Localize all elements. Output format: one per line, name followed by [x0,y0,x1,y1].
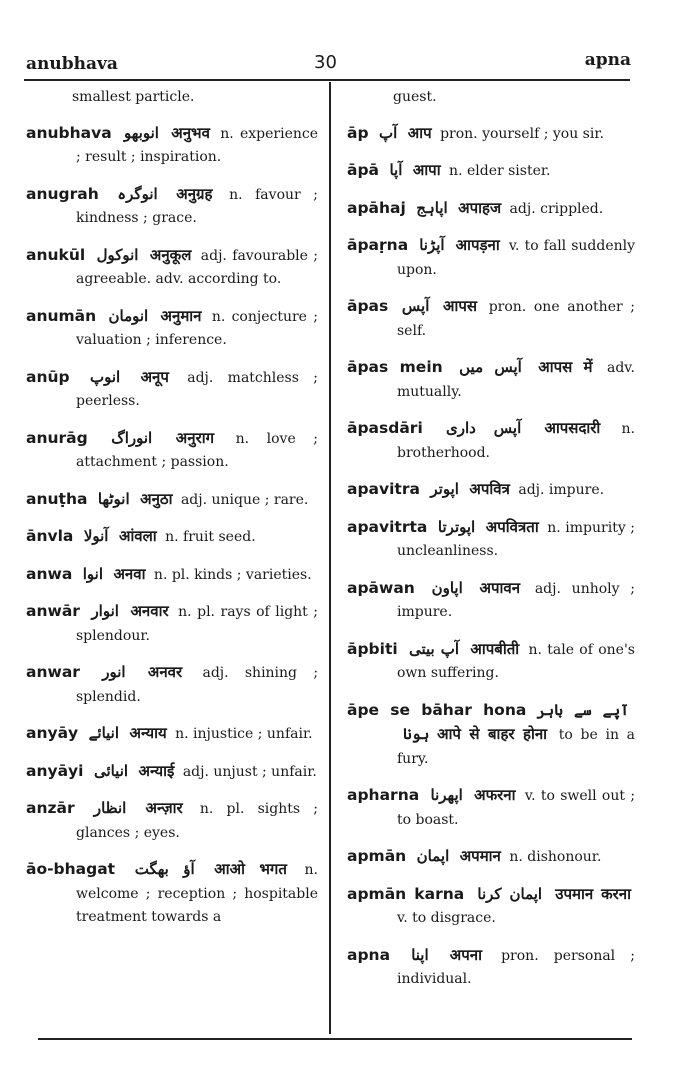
urdu-form: انوٹھا [97,489,130,508]
headword: anuṭha [26,489,88,508]
hindi-form: अनुभव [171,123,210,142]
dictionary-entry [26,722,318,747]
headword: āpas mein [347,358,443,376]
hindi-form: आपड़ना [455,236,500,254]
hindi-form: आंवला [118,527,157,545]
definition: adj. matchless ; peerless. [76,369,318,409]
headword: āpe se bāhar hona [347,700,527,719]
hindi-form: आप [407,123,432,142]
definition: n. impurity ; uncleanliness. [397,519,635,559]
definition: pron. yourself ; you sir. [440,125,604,142]
dictionary-entry [26,183,318,231]
dictionary-entry [26,366,318,414]
dictionary-entry [26,305,318,353]
definition: v. to swell out ; to boast. [397,788,636,828]
headword: apharna [347,786,420,804]
urdu-form: اپوتر [430,480,459,498]
dictionary-entry [347,122,635,147]
hindi-form: आपे से बाहर होना [437,725,548,743]
dictionary-entry [347,699,635,772]
headword: anyāy [26,724,79,742]
urdu-form: آپس داری [445,419,522,437]
definition: adj. unholy ; impure. [397,580,636,620]
headword: āpaṛna [347,236,409,254]
urdu-form: آپس [401,297,430,315]
dictionary-entry [26,661,318,709]
hindi-form: अनवा [113,564,146,583]
hindi-form: अनुराग [175,428,215,447]
urdu-form: انوراگ [111,428,153,447]
urdu-form: انوار [91,602,119,620]
hindi-form: अनवार [130,602,169,620]
headword: apmān [347,847,407,865]
urdu-form: اپوترتا [437,517,476,536]
urdu-form: انور [102,663,126,681]
headword: anumān [26,306,97,325]
urdu-form: آپے سے باہر ہونا [403,700,630,743]
definition: n. dishonour. [509,849,602,865]
headword: apāwan [347,578,415,597]
definition: n. welcome ; reception ; hospitable treatment towards a [76,862,318,925]
headword: apāhaj [347,198,406,217]
urdu-form: انوا [82,564,103,583]
continuation-text: guest. [393,89,437,105]
dictionary-entry [26,488,318,513]
urdu-form: آنولا [83,527,109,545]
dictionary-entry [26,122,318,170]
urdu-form: انیائے [88,724,120,742]
definition: n. conjecture ; valuation ; inference. [76,308,318,348]
dictionary-entry [347,944,635,992]
hindi-form: अनुग्रह [176,184,213,203]
headword: apna [347,945,391,964]
dictionary-entry [347,478,635,503]
continuation-text: smallest particle. [72,89,195,105]
dictionary-entry [347,159,635,184]
urdu-form: انظار [93,799,127,817]
dictionary-entry [347,577,635,625]
headword: anwar [26,663,80,681]
urdu-form: اپھرنا [430,786,463,804]
page-number: 30 [314,52,337,73]
definition: n. injustice ; unfair. [175,726,313,742]
hindi-form: आपसदारी [544,419,601,437]
dictionary-entry [26,525,318,550]
dictionary-entry [26,563,318,588]
hindi-form: आपबीती [470,639,520,658]
hindi-form: अन्याय [129,724,167,742]
dictionary-entry [347,234,635,282]
definition: adj. unique ; rare. [180,491,309,508]
footer-rule [38,1038,632,1040]
definition: n. fruit seed. [165,529,256,545]
definition: adv. mutually. [397,360,635,400]
definition: v. to fall suddenly upon. [397,238,636,278]
definition: adj. favourable ; agreeable. adv. according to. [76,247,319,287]
dictionary-entry [347,295,635,343]
dictionary-entry [347,883,635,931]
headword: anwār [26,602,80,620]
hindi-form: अपावन [479,578,521,597]
urdu-form: انوکول [96,245,139,264]
hindi-form: अनूप [140,367,169,386]
column-divider [329,82,331,1034]
headword: āpā [347,161,380,179]
definition: n. brotherhood. [397,421,635,461]
dictionary-entry [26,760,318,785]
dictionary-entry [347,516,635,564]
urdu-form: اپاہج [416,198,448,217]
urdu-form: آؤ بھگت [134,860,195,878]
definition: n. experience ; result ; inspiration. [76,125,319,165]
headword: anukūl [26,245,86,264]
definition: n. pl. rays of light ; splendour. [76,604,319,644]
urdu-form: انوبھو [124,123,159,142]
headword: āpbiti [347,639,398,658]
dictionary-entry [347,197,635,222]
dictionary-entry [26,244,318,292]
hindi-form: अनुकूल [149,245,192,264]
headword: anwa [26,564,73,583]
hindi-form: अनवर [147,663,183,681]
headword: āp [347,123,369,142]
urdu-form: اپاون [431,578,463,597]
headword: āpas [347,297,389,315]
urdu-form: آپڑنا [419,236,445,254]
definition: adj. shining ; splendid. [76,665,319,705]
headword: anurāg [26,428,88,447]
dictionary-entry [347,845,635,870]
hindi-form: अफरना [474,786,516,804]
hindi-form: आपस में [538,358,593,376]
headword: āo-bhagat [26,860,116,878]
headword: anubhava [26,123,112,142]
urdu-form: آپ بیتی [409,639,460,658]
definition: v. to disgrace. [397,910,496,926]
dictionary-entry [347,356,635,404]
definition: n. favour ; kindness ; grace. [76,186,319,226]
urdu-form: آپا [389,161,403,179]
hindi-form: अपवित्रता [485,517,539,536]
running-head-right: apna [584,50,631,70]
headword: anzār [26,799,75,817]
dictionary-entry [26,600,318,648]
urdu-form: اپنا [411,945,429,964]
hindi-form: आपा [412,161,441,179]
hindi-form: अन्ज़ार [145,799,183,817]
definition: to be in a fury. [397,727,636,767]
hindi-form: अपाहज [458,198,502,217]
headword: ānvla [26,527,74,545]
hindi-form: अपमान [459,847,501,865]
definition: n. elder sister. [449,163,551,179]
headword: anūp [26,367,70,386]
urdu-form: انومان [108,306,149,325]
hindi-form: अनुठा [140,489,173,508]
definition: adj. unjust ; unfair. [182,763,317,780]
urdu-form: انیائی [93,761,129,780]
definition: n. tale of one's own suffering. [397,641,635,681]
definition: n. pl. kinds ; varieties. [153,566,312,583]
headword: apavitrta [347,517,428,536]
hindi-form: आओ भगत [214,860,287,878]
hindi-form: अपना [449,945,482,964]
right-column [347,86,635,1005]
urdu-form: آپ [379,123,398,142]
definition: n. love ; attachment ; passion. [76,430,319,470]
hindi-form: अन्याई [138,761,175,780]
running-head-left: anubhava [26,54,118,74]
dictionary-entry [347,417,635,465]
hindi-form: उपमान करना [555,884,631,903]
urdu-form: انوگرہ [117,184,158,203]
urdu-form: اپمان کرنا [477,884,543,903]
headword: anyāyi [26,761,84,780]
left-column [26,86,318,943]
definition: pron. personal ; individual. [397,947,635,987]
dictionary-entry [26,797,318,845]
urdu-form: آپس میں [459,358,522,376]
hindi-form: अपवित्र [469,480,510,498]
headword: āpasdāri [347,419,423,437]
dictionary-entry [347,784,635,832]
definition: adj. impure. [518,482,605,498]
dictionary-entry [26,427,318,475]
header-rule [24,79,630,81]
urdu-form: انوپ [89,367,121,386]
headword: anugrah [26,184,99,203]
hindi-form: अनुमान [160,306,202,325]
headword: apmān karna [347,884,465,903]
urdu-form: اپمان [416,847,450,865]
definition: n. pl. sights ; glances ; eyes. [76,801,319,841]
hindi-form: आपस [443,297,478,315]
headword: apavitra [347,480,420,498]
definition: pron. one another ; self. [397,299,636,339]
dictionary-entry [26,858,318,930]
dictionary-entry [347,638,635,686]
definition: adj. crippled. [509,200,604,217]
